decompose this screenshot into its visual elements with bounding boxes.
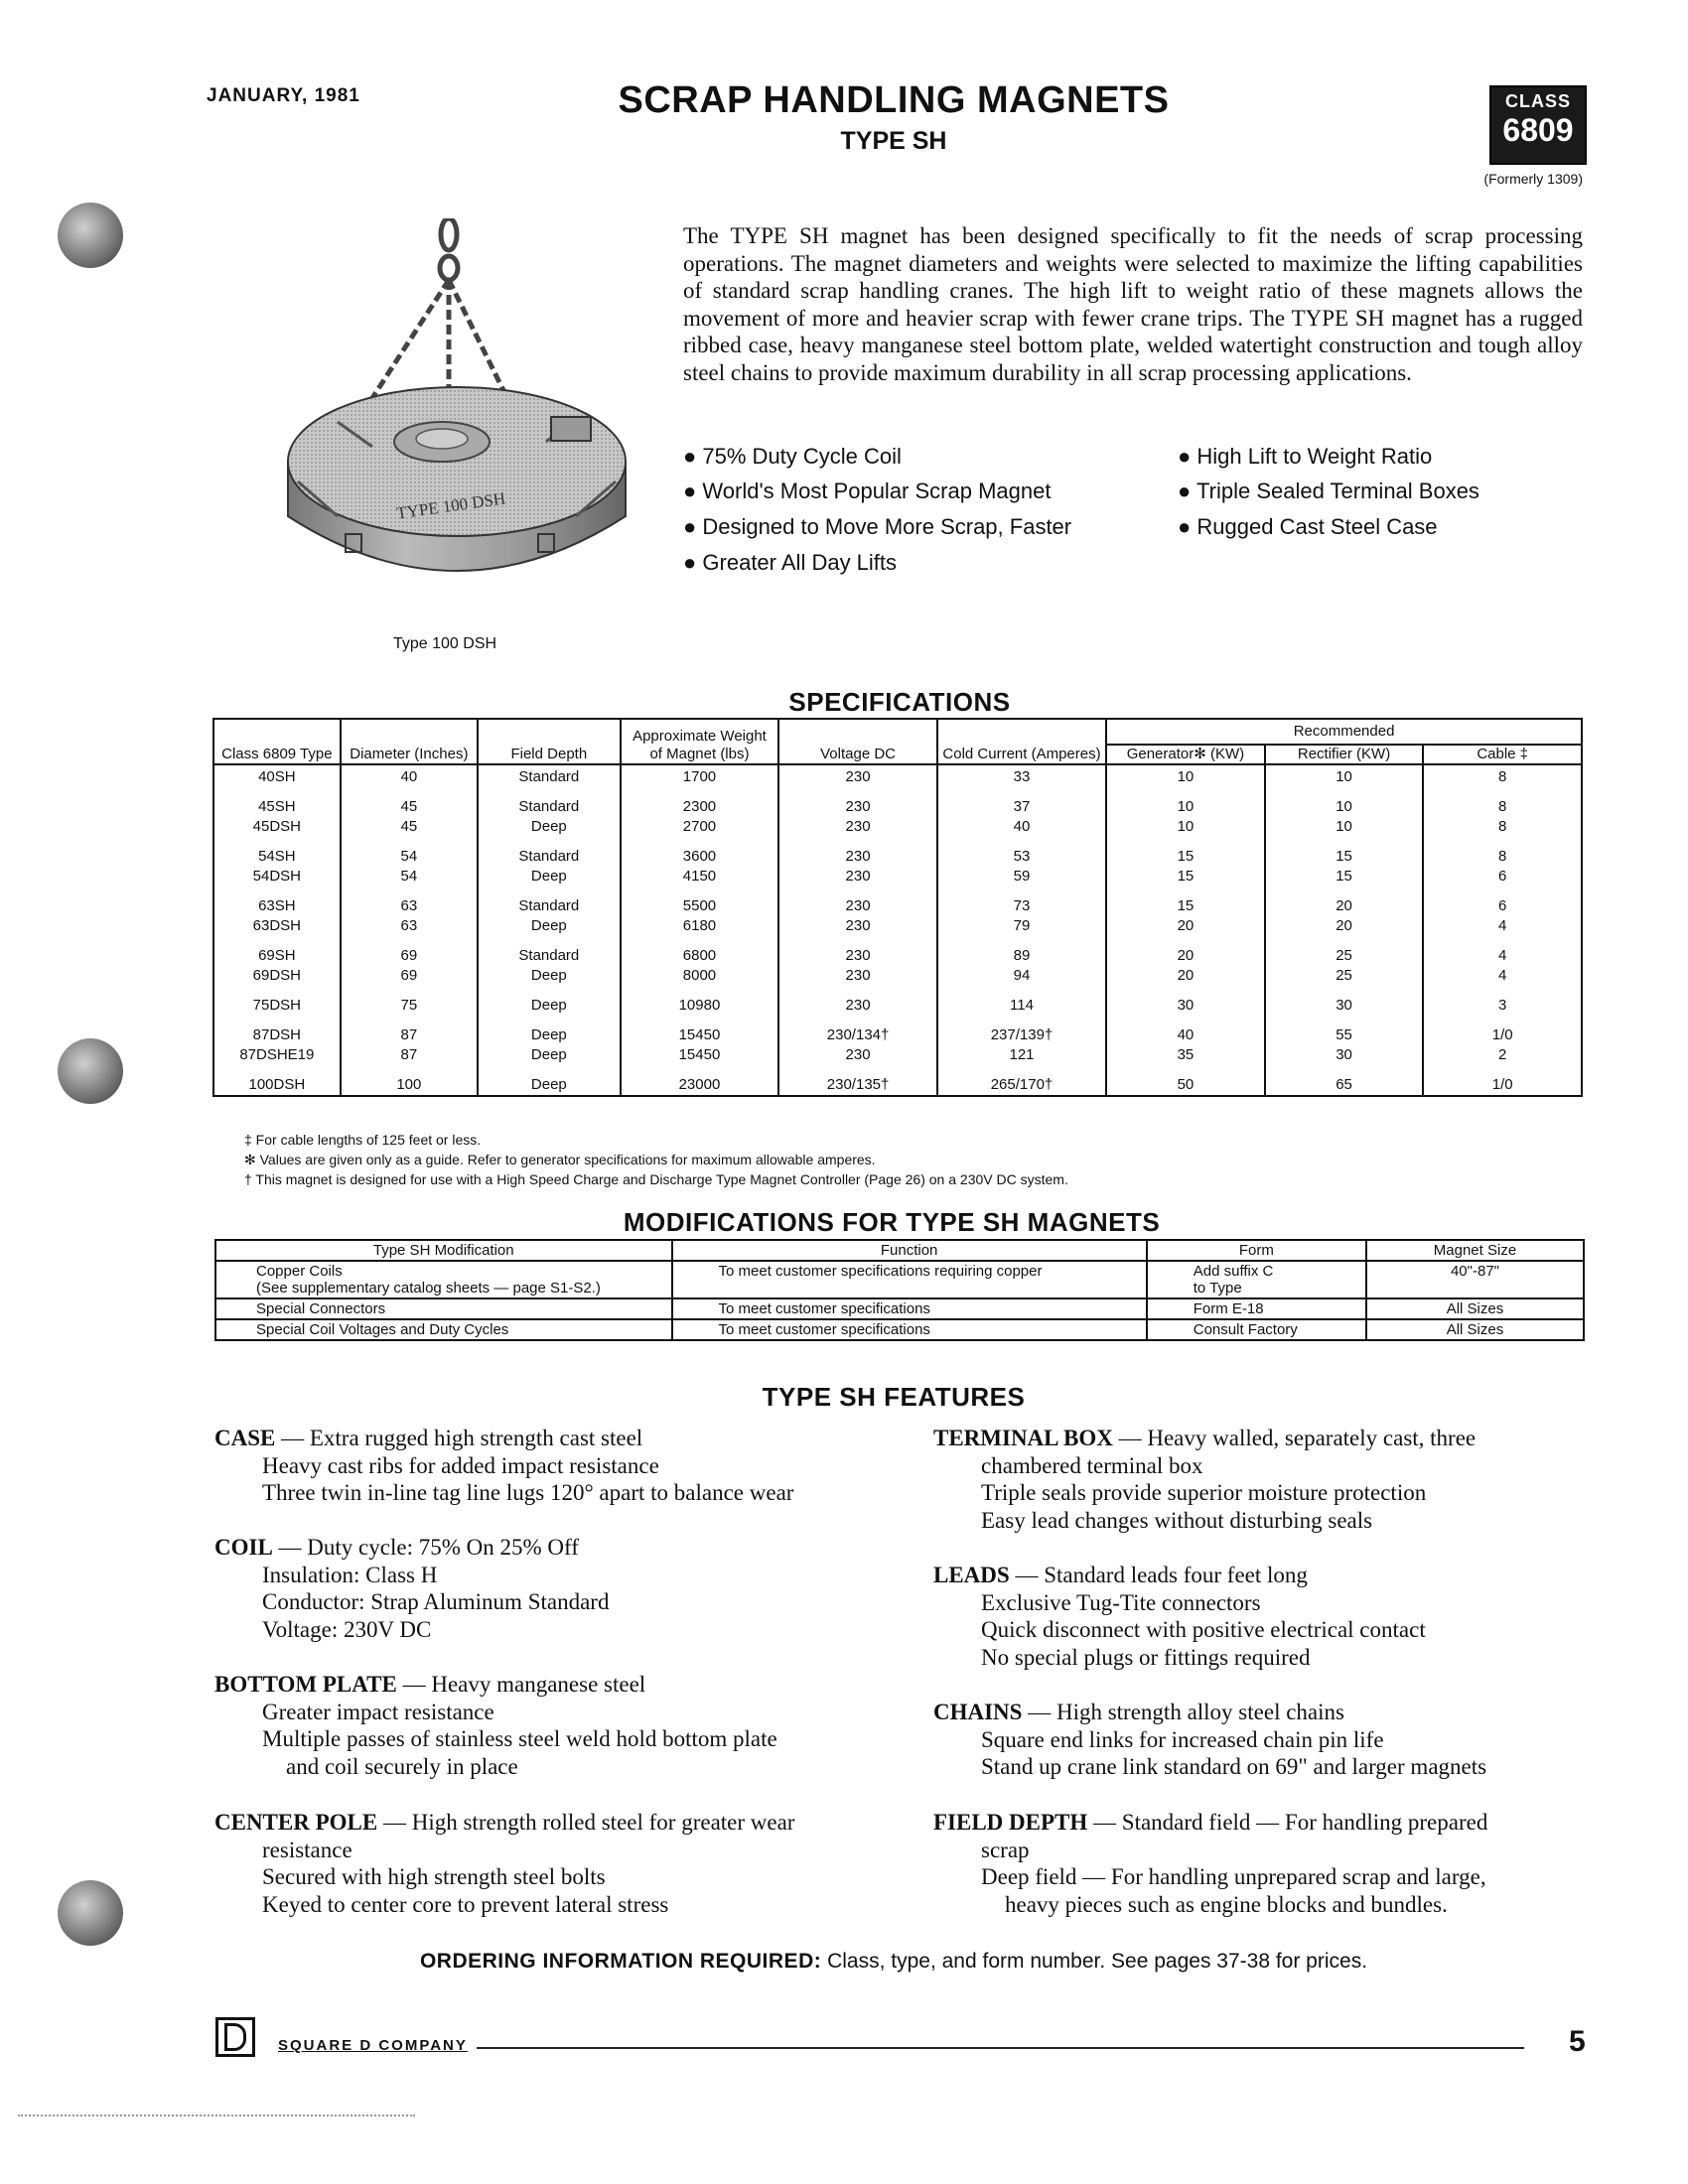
table-cell: 230: [778, 986, 937, 1016]
table-cell: Deep: [478, 817, 621, 837]
bullet-item: ● Greater All Day Lifts: [683, 550, 898, 575]
ordering-information: [0, 1950, 1688, 1974]
table-cell: 25: [1265, 966, 1424, 986]
table-row: [215, 1298, 1584, 1319]
mod-text: Copper Coils: [256, 1263, 343, 1280]
bullet-text: Greater All Day Lifts: [702, 550, 898, 575]
table-cell: 30: [1265, 1045, 1424, 1065]
table-row: [215, 1261, 1584, 1298]
table-cell: 20: [1106, 936, 1265, 966]
binder-hole-middle: [58, 1038, 123, 1104]
feature-bottom-plate: [214, 1671, 900, 1780]
table-cell: 10980: [621, 986, 779, 1016]
table-cell: 8000: [621, 966, 779, 986]
table-cell: 15450: [621, 1045, 779, 1065]
feature-center-pole: [214, 1809, 900, 1918]
table-cell: 20: [1265, 887, 1424, 916]
form-text: Add suffix C: [1193, 1263, 1274, 1280]
feature-line: Easy lead changes without disturbing seals: [981, 1507, 1373, 1533]
table-cell: 33: [937, 764, 1106, 787]
feature-chains: [933, 1699, 1589, 1781]
table-cell: 230: [778, 867, 937, 887]
col-header-diameter: Diameter (Inches): [341, 719, 478, 764]
function-cell: To meet customer specifications: [672, 1319, 1147, 1340]
table-cell: 40: [1106, 1016, 1265, 1045]
page-subtitle: TYPE SH: [840, 127, 947, 155]
form-note: to Type: [1193, 1280, 1242, 1297]
feature-case: [214, 1425, 900, 1507]
specifications-body: [213, 764, 1582, 1096]
table-cell: 30: [1265, 986, 1424, 1016]
table-row: [213, 1016, 1582, 1045]
intro-paragraph: The TYPE SH magnet has been designed specifically to fit the needs of scrap processing operations. The magnet diameters and weights were selected to maximize the lifting capabilities of standard scrap handling cranes. The high lift to weight ratio of these magnets allows the movement of more and heavier scrap with fewer crane trips. The TYPE SH magnet has a rugged ribbed case, heavy manganese steel bottom plate, welded watertight construction and tough alloy steel chains to provide maximum durability in all scrap processing applications.: [683, 223, 1583, 385]
table-cell: 230: [778, 887, 937, 916]
footnote-controller: † This magnet is designed for use with a High Speed Charge and Discharge Type Magnet Controller (Page 26) on a 230V DC system.: [244, 1171, 1068, 1187]
table-cell: 230: [778, 966, 937, 986]
feature-line: heavy pieces such as engine blocks and bundles.: [1005, 1891, 1448, 1917]
feature-line: Conductor: Strap Aluminum Standard: [262, 1589, 610, 1614]
table-cell: 121: [937, 1045, 1106, 1065]
table-cell: 10: [1106, 817, 1265, 837]
binder-hole-top: [58, 203, 123, 268]
document-date: JANUARY, 1981: [207, 85, 360, 106]
magnet-plate-text: TYPE 100 DSH: [395, 488, 507, 523]
formerly-note: (Formerly 1309): [1483, 171, 1583, 187]
table-cell: 40: [937, 817, 1106, 837]
table-row: [213, 986, 1582, 1016]
table-cell: 100DSH: [213, 1065, 341, 1096]
ordering-text: Class, type, and form number. See pages 37-38 for prices.: [827, 1950, 1368, 1973]
table-cell: 230: [778, 837, 937, 867]
table-cell: 100: [341, 1065, 478, 1096]
feature-line: Stand up crane link standard on 69" and larger magnets: [981, 1754, 1487, 1779]
size-cell: All Sizes: [1366, 1319, 1584, 1340]
feature-lead: — Standard leads four feet long: [1015, 1563, 1308, 1587]
feature-heading: CENTER POLE: [214, 1810, 378, 1835]
binder-hole-bottom: [58, 1880, 123, 1946]
table-cell: 10: [1265, 817, 1424, 837]
table-cell: 15: [1265, 867, 1424, 887]
table-cell: Deep: [478, 1016, 621, 1045]
col-header-type: Class 6809 Type: [213, 719, 341, 764]
table-cell: 6: [1423, 867, 1582, 887]
table-cell: 4: [1423, 936, 1582, 966]
feature-lead: — Heavy walled, separately cast, three: [1118, 1426, 1477, 1450]
feature-line: Quick disconnect with positive electrical contact: [981, 1617, 1426, 1642]
logo-letter: [224, 2023, 246, 2051]
feature-lead: — High strength rolled steel for greater wear: [382, 1810, 795, 1835]
col-header-generator: Generator✻ (KW): [1106, 745, 1265, 764]
company-name: SQUARE D COMPANY: [278, 2037, 468, 2054]
table-cell: Standard: [478, 787, 621, 817]
function-cell: To meet customer specifications requiring copper: [672, 1261, 1147, 1298]
feature-line: Voltage: 230V DC: [262, 1616, 432, 1642]
table-cell: 45DSH: [213, 817, 341, 837]
feature-line: Keyed to center core to prevent lateral stress: [262, 1891, 669, 1917]
table-cell: 45: [341, 787, 478, 817]
feature-line: Triple seals provide superior moisture protection: [981, 1480, 1427, 1505]
table-cell: 230: [778, 936, 937, 966]
mod-header-form: Form: [1147, 1240, 1366, 1261]
table-cell: 55: [1265, 1016, 1424, 1045]
feature-line: Heavy cast ribs for added impact resistance: [262, 1452, 659, 1478]
table-cell: Standard: [478, 936, 621, 966]
form-cell: Consult Factory: [1147, 1319, 1366, 1340]
table-row: [213, 1045, 1582, 1065]
footer-rule: [477, 2047, 1524, 2049]
table-cell: 8: [1423, 787, 1582, 817]
table-cell: 20: [1106, 916, 1265, 936]
form-cell: [1147, 1261, 1366, 1298]
footnote-generator: ✻ Values are given only as a guide. Refer to generator specifications for maximum allowable amperes.: [244, 1152, 876, 1167]
bullet-item: ● Rugged Cast Steel Case: [1178, 514, 1438, 539]
table-cell: 6800: [621, 936, 779, 966]
table-row: [213, 1065, 1582, 1096]
table-cell: 3: [1423, 986, 1582, 1016]
table-cell: 8: [1423, 817, 1582, 837]
table-cell: 2700: [621, 817, 779, 837]
table-cell: 4150: [621, 867, 779, 887]
table-cell: 40: [341, 764, 478, 787]
table-cell: Deep: [478, 867, 621, 887]
magnet-illustration: [278, 218, 635, 625]
table-cell: 15: [1106, 867, 1265, 887]
table-cell: 230: [778, 1045, 937, 1065]
feature-line: Greater impact resistance: [262, 1699, 494, 1724]
table-cell: 73: [937, 887, 1106, 916]
table-cell: 87DSH: [213, 1016, 341, 1045]
table-cell: 25: [1265, 936, 1424, 966]
table-cell: 4: [1423, 966, 1582, 986]
table-cell: Deep: [478, 966, 621, 986]
mod-header-function: Function: [672, 1240, 1147, 1261]
table-cell: Deep: [478, 986, 621, 1016]
bullet-text: Rugged Cast Steel Case: [1196, 514, 1438, 539]
feature-line: Insulation: Class H: [262, 1562, 438, 1587]
feature-line: Multiple passes of stainless steel weld hold bottom plate: [262, 1726, 777, 1751]
table-cell: 265/170†: [937, 1065, 1106, 1096]
ordering-label: ORDERING INFORMATION REQUIRED:: [419, 1950, 822, 1973]
table-cell: 63: [341, 887, 478, 916]
feature-lead: — Duty cycle: 75% On 25% Off: [278, 1535, 579, 1560]
feature-lead: — Heavy manganese steel: [402, 1672, 646, 1697]
feature-leads: [933, 1562, 1589, 1671]
table-cell: 53: [937, 837, 1106, 867]
feature-heading: LEADS: [933, 1563, 1010, 1587]
table-row: [213, 787, 1582, 817]
table-cell: 5500: [621, 887, 779, 916]
table-cell: 87: [341, 1016, 478, 1045]
table-cell: 230/135†: [778, 1065, 937, 1096]
table-cell: Deep: [478, 1065, 621, 1096]
function-cell: To meet customer specifications: [672, 1298, 1147, 1319]
form-cell: Form E-18: [1147, 1298, 1366, 1319]
table-cell: Standard: [478, 887, 621, 916]
table-cell: 15450: [621, 1016, 779, 1045]
feature-line: Secured with high strength steel bolts: [262, 1864, 606, 1889]
feature-lead: — Standard field — For handling prepared: [1093, 1810, 1488, 1835]
table-row: [213, 936, 1582, 966]
table-cell: Deep: [478, 916, 621, 936]
bullet-item: ● 75% Duty Cycle Coil: [683, 444, 902, 469]
size-cell: 40"-87": [1366, 1261, 1584, 1298]
bullet-item: ● Triple Sealed Terminal Boxes: [1178, 478, 1479, 503]
table-cell: 15: [1106, 837, 1265, 867]
square-d-logo: [215, 2017, 255, 2057]
page-title: SCRAP HANDLING MAGNETS: [618, 79, 1170, 121]
table-cell: 75DSH: [213, 986, 341, 1016]
table-cell: 4: [1423, 916, 1582, 936]
table-cell: 20: [1106, 966, 1265, 986]
table-cell: 59: [937, 867, 1106, 887]
mod-header-modification: Type SH Modification: [215, 1240, 672, 1261]
class-label: CLASS: [1504, 91, 1571, 111]
col-header-voltage: Voltage DC: [778, 719, 937, 764]
table-cell: 87DSHE19: [213, 1045, 341, 1065]
table-cell: Deep: [478, 1045, 621, 1065]
feature-heading: CHAINS: [933, 1700, 1023, 1724]
table-cell: 63SH: [213, 887, 341, 916]
table-cell: 8: [1423, 764, 1582, 787]
feature-lead: — Extra rugged high strength cast steel: [281, 1426, 643, 1450]
class-badge: [1489, 85, 1587, 165]
table-cell: 230: [778, 817, 937, 837]
feature-coil: [214, 1534, 900, 1643]
table-cell: 87: [341, 1045, 478, 1065]
table-cell: Standard: [478, 837, 621, 867]
table-cell: 114: [937, 986, 1106, 1016]
mod-cell: [215, 1261, 672, 1298]
table-cell: 69DSH: [213, 966, 341, 986]
mod-cell: Special Connectors: [215, 1298, 672, 1319]
feature-line: No special plugs or fittings required: [981, 1644, 1311, 1670]
table-cell: 15: [1106, 887, 1265, 916]
feature-line: scrap: [981, 1837, 1030, 1862]
bullet-item: ● Designed to Move More Scrap, Faster: [683, 514, 1072, 539]
table-cell: 20: [1265, 916, 1424, 936]
col-header-rectifier: Rectifier (KW): [1265, 745, 1424, 764]
feature-terminal-box: [933, 1425, 1589, 1534]
footnote-cable: ‡ For cable lengths of 125 feet or less.: [244, 1132, 482, 1148]
table-row: [213, 966, 1582, 986]
table-cell: 2: [1423, 1045, 1582, 1065]
specifications-title: SPECIFICATIONS: [788, 687, 1011, 717]
table-cell: 54: [341, 837, 478, 867]
table-cell: 15: [1265, 837, 1424, 867]
table-cell: 10: [1265, 764, 1424, 787]
mod-cell: Special Coil Voltages and Duty Cycles: [215, 1319, 672, 1340]
image-caption: Type 100 DSH: [393, 635, 497, 652]
bullet-text: High Lift to Weight Ratio: [1196, 444, 1433, 469]
col-header-cable: Cable ‡: [1423, 745, 1582, 764]
table-cell: 65: [1265, 1065, 1424, 1096]
table-cell: 10: [1265, 787, 1424, 817]
mod-note: (See supplementary catalog sheets — page S1-S2.): [256, 1280, 601, 1297]
table-cell: 69SH: [213, 936, 341, 966]
table-cell: 75: [341, 986, 478, 1016]
table-row: [213, 916, 1582, 936]
bullet-item: ● High Lift to Weight Ratio: [1178, 444, 1433, 469]
table-cell: 89: [937, 936, 1106, 966]
table-cell: 69: [341, 936, 478, 966]
table-row: [215, 1319, 1584, 1340]
scan-artifact: [18, 2115, 415, 2116]
feature-line: Square end links for increased chain pin life: [981, 1726, 1384, 1752]
table-row: [213, 817, 1582, 837]
modifications-table: [214, 1239, 1585, 1341]
feature-field-depth: [933, 1809, 1589, 1918]
col-header-weight: Approximate Weight of Magnet (lbs): [621, 719, 779, 764]
feature-line: Deep field — For handling unprepared scrap and large,: [981, 1864, 1486, 1889]
table-row: [213, 887, 1582, 916]
table-row: [213, 867, 1582, 887]
table-cell: 23000: [621, 1065, 779, 1096]
feature-heading: CASE: [214, 1426, 276, 1450]
specifications-table: [212, 718, 1583, 1097]
table-cell: 63DSH: [213, 916, 341, 936]
table-cell: 35: [1106, 1045, 1265, 1065]
feature-line: and coil securely in place: [286, 1753, 518, 1779]
table-cell: 30: [1106, 986, 1265, 1016]
bullet-text: Triple Sealed Terminal Boxes: [1196, 478, 1479, 503]
bullet-text: 75% Duty Cycle Coil: [702, 444, 902, 469]
feature-line: Three twin in-line tag line lugs 120° apart to balance wear: [262, 1480, 794, 1505]
size-cell: All Sizes: [1366, 1298, 1584, 1319]
table-cell: 54SH: [213, 837, 341, 867]
col-header-recommended: Recommended: [1106, 719, 1582, 745]
table-cell: 1/0: [1423, 1065, 1582, 1096]
table-cell: 50: [1106, 1065, 1265, 1096]
table-cell: 63: [341, 916, 478, 936]
table-cell: 3600: [621, 837, 779, 867]
table-cell: 79: [937, 916, 1106, 936]
table-cell: 237/139†: [937, 1016, 1106, 1045]
bullet-text: Designed to Move More Scrap, Faster: [702, 514, 1072, 539]
table-cell: 8: [1423, 837, 1582, 867]
modifications-title: MODIFICATIONS FOR TYPE SH MAGNETS: [623, 1207, 1161, 1237]
table-cell: 40SH: [213, 764, 341, 787]
class-number: 6809: [1502, 112, 1574, 148]
feature-line: resistance: [262, 1837, 352, 1862]
col-header-field: Field Depth: [478, 719, 621, 764]
table-cell: 6: [1423, 887, 1582, 916]
bullet-item: ● World's Most Popular Scrap Magnet: [683, 478, 1052, 503]
feature-heading: FIELD DEPTH: [933, 1810, 1088, 1835]
table-cell: 94: [937, 966, 1106, 986]
mod-header-size: Magnet Size: [1366, 1240, 1584, 1261]
table-cell: 37: [937, 787, 1106, 817]
table-cell: 230/134†: [778, 1016, 937, 1045]
table-cell: 10: [1106, 787, 1265, 817]
table-cell: 10: [1106, 764, 1265, 787]
table-row: [213, 764, 1582, 787]
page-number: 5: [1569, 2025, 1586, 2058]
bullet-text: World's Most Popular Scrap Magnet: [702, 478, 1052, 503]
col-header-current: Cold Current (Amperes): [937, 719, 1106, 764]
table-cell: 230: [778, 916, 937, 936]
table-cell: 230: [778, 764, 937, 787]
table-cell: 230: [778, 787, 937, 817]
feature-lead: — High strength alloy steel chains: [1028, 1700, 1344, 1724]
feature-heading: BOTTOM PLATE: [214, 1672, 397, 1697]
table-cell: 1700: [621, 764, 779, 787]
table-cell: 45SH: [213, 787, 341, 817]
table-cell: Standard: [478, 764, 621, 787]
table-cell: 6180: [621, 916, 779, 936]
table-cell: 1/0: [1423, 1016, 1582, 1045]
feature-heading: TERMINAL BOX: [933, 1426, 1113, 1450]
table-cell: 69: [341, 966, 478, 986]
feature-line: chambered terminal box: [981, 1452, 1203, 1478]
table-cell: 2300: [621, 787, 779, 817]
feature-line: Exclusive Tug-Tite connectors: [981, 1589, 1261, 1615]
table-cell: 54DSH: [213, 867, 341, 887]
table-row: [213, 837, 1582, 867]
table-cell: 54: [341, 867, 478, 887]
table-cell: 45: [341, 817, 478, 837]
features-title: TYPE SH FEATURES: [762, 1382, 1026, 1412]
feature-heading: COIL: [214, 1535, 273, 1560]
